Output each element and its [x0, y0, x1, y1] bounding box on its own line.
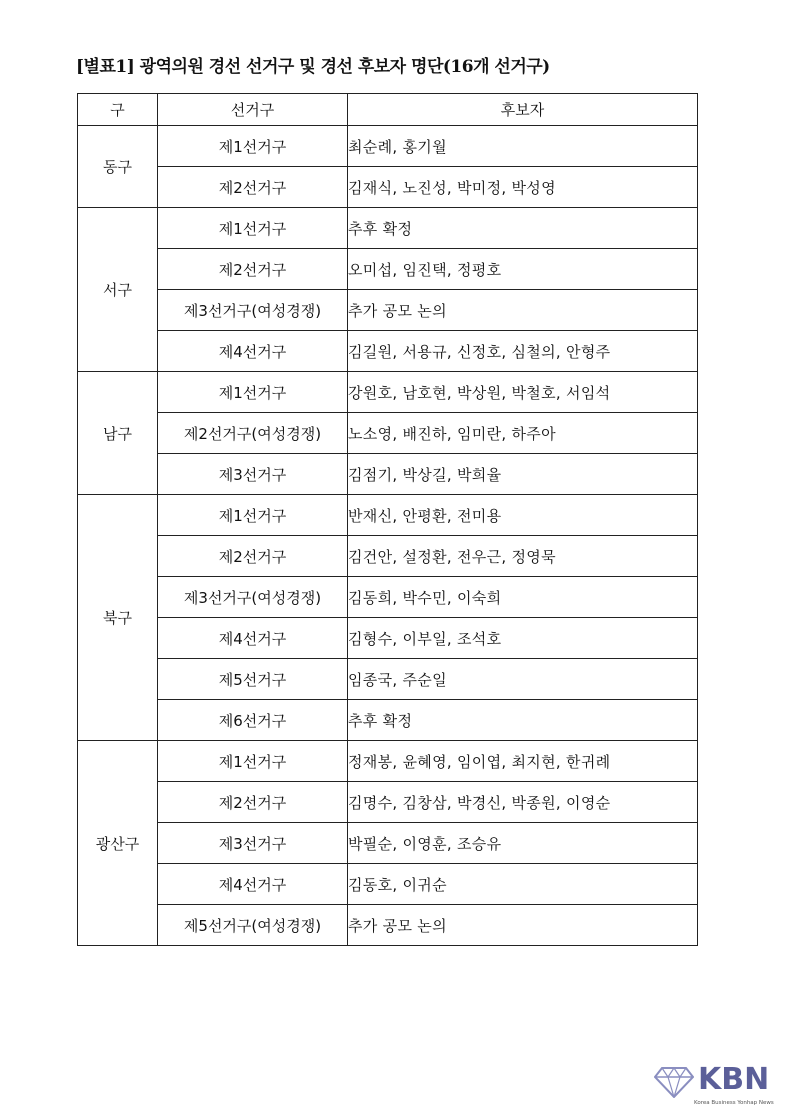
table-row	[78, 126, 698, 167]
constituency-cell: 제3선거구	[158, 454, 348, 495]
logo-tagline: Korea Business Yonhap News	[694, 1100, 774, 1106]
table-row	[78, 741, 698, 782]
logo-name: KBN	[698, 1062, 770, 1097]
constituency-cell: 제2선거구(여성경쟁)	[158, 413, 348, 454]
table-row	[78, 331, 698, 372]
constituency-cell: 제2선거구	[158, 782, 348, 823]
constituency-cell: 제5선거구(여성경쟁)	[158, 905, 348, 946]
constituency-cell: 제1선거구	[158, 208, 348, 249]
candidates-cell: 추가 공모 논의	[348, 905, 698, 946]
header-row	[78, 94, 698, 126]
constituency-cell: 제3선거구(여성경쟁)	[158, 290, 348, 331]
constituency-cell: 제1선거구	[158, 126, 348, 167]
district-cell: 남구	[78, 372, 158, 495]
table-header	[78, 94, 698, 126]
header-constituency: 선거구	[158, 94, 348, 126]
constituency-cell: 제4선거구	[158, 618, 348, 659]
candidates-cell: 김형수, 이부일, 조석호	[348, 618, 698, 659]
candidates-cell: 김명수, 김창삼, 박경신, 박종원, 이영순	[348, 782, 698, 823]
table-row	[78, 905, 698, 946]
constituency-cell: 제2선거구	[158, 249, 348, 290]
table-row	[78, 372, 698, 413]
candidates-cell: 추후 확정	[348, 208, 698, 249]
candidates-cell: 박필순, 이영훈, 조승유	[348, 823, 698, 864]
candidates-cell: 노소영, 배진하, 임미란, 하주아	[348, 413, 698, 454]
candidates-cell: 김길원, 서용규, 신정호, 심철의, 안형주	[348, 331, 698, 372]
district-cell: 서구	[78, 208, 158, 372]
candidate-table	[77, 93, 698, 946]
constituency-cell: 제1선거구	[158, 495, 348, 536]
table-row	[78, 290, 698, 331]
table-row	[78, 618, 698, 659]
constituency-cell: 제2선거구	[158, 167, 348, 208]
candidates-cell: 강원호, 남호현, 박상원, 박철호, 서임석	[348, 372, 698, 413]
constituency-cell: 제4선거구	[158, 864, 348, 905]
table-row	[78, 167, 698, 208]
header-district: 구	[78, 94, 158, 126]
table-row	[78, 782, 698, 823]
candidates-cell: 반재신, 안평환, 전미용	[348, 495, 698, 536]
candidates-cell: 추가 공모 논의	[348, 290, 698, 331]
table-row	[78, 413, 698, 454]
candidates-cell: 오미섭, 임진택, 정평호	[348, 249, 698, 290]
district-cell: 동구	[78, 126, 158, 208]
document-title: [별표1] 광역의원 경선 선거구 및 경선 후보자 명단(16개 선거구)	[76, 57, 550, 77]
table-row	[78, 864, 698, 905]
kbn-logo	[654, 1062, 778, 1110]
constituency-cell: 제6선거구	[158, 700, 348, 741]
header-candidates: 후보자	[348, 94, 698, 126]
constituency-cell: 제3선거구	[158, 823, 348, 864]
district-cell: 북구	[78, 495, 158, 741]
candidates-cell: 정재봉, 윤혜영, 임이엽, 최지현, 한귀례	[348, 741, 698, 782]
constituency-cell: 제3선거구(여성경쟁)	[158, 577, 348, 618]
table-row	[78, 536, 698, 577]
constituency-cell: 제2선거구	[158, 536, 348, 577]
candidates-cell: 김점기, 박상길, 박희율	[348, 454, 698, 495]
constituency-cell: 제1선거구	[158, 372, 348, 413]
table-row	[78, 454, 698, 495]
candidates-cell: 김재식, 노진성, 박미정, 박성영	[348, 167, 698, 208]
table-row	[78, 208, 698, 249]
table-body	[78, 126, 698, 946]
table-row	[78, 700, 698, 741]
candidates-cell: 김동희, 박수민, 이숙희	[348, 577, 698, 618]
candidates-cell: 김동호, 이귀순	[348, 864, 698, 905]
table-row	[78, 577, 698, 618]
constituency-cell: 제1선거구	[158, 741, 348, 782]
table-row	[78, 659, 698, 700]
constituency-cell: 제4선거구	[158, 331, 348, 372]
candidates-cell: 임종국, 주순일	[348, 659, 698, 700]
diamond-icon	[654, 1066, 694, 1098]
table-row	[78, 823, 698, 864]
candidates-cell: 김건안, 설정환, 전우근, 정영묵	[348, 536, 698, 577]
district-cell: 광산구	[78, 741, 158, 946]
table-row	[78, 249, 698, 290]
candidates-cell: 최순례, 홍기월	[348, 126, 698, 167]
constituency-cell: 제5선거구	[158, 659, 348, 700]
table-row	[78, 495, 698, 536]
candidates-cell: 추후 확정	[348, 700, 698, 741]
